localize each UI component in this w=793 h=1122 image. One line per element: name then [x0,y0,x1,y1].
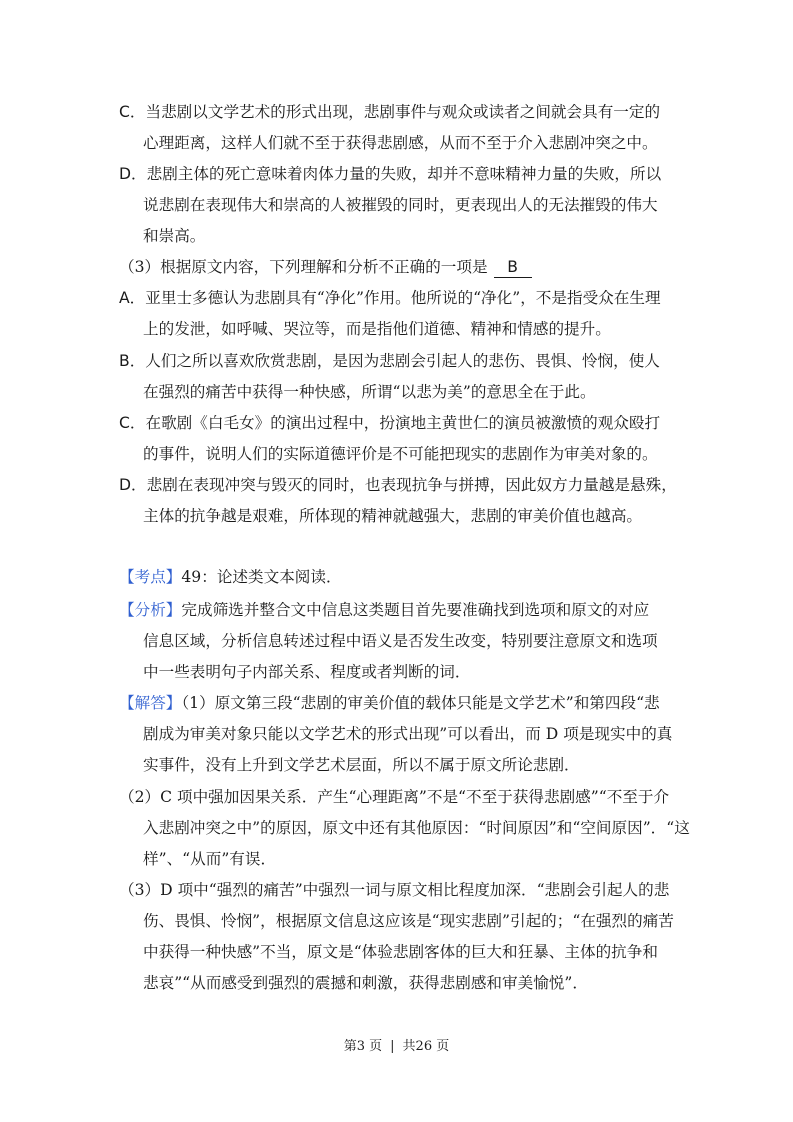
page-total: 共26 页 [402,1039,450,1054]
q3-option-c-line-1: C．在歌剧《白毛女》的演出过程中，扮演地主黄世仁的演员被激愤的观众殴打 [119,414,661,432]
jieda-p2-line-2: 入悲剧冲突之中”的原因，原文中还有其他原因：“时间原因”和“空间原因”．“这 [143,819,690,837]
jieda-tag: 【解答】 [119,694,182,712]
q3-option-b-line-2: 在强烈的痛苦中获得一种快感，所谓“以悲为美”的意思全在于此。 [143,383,596,401]
kaodian-text: 49：论述类文本阅读． [181,568,342,586]
q3-option-d-label: D． [119,476,147,494]
fenxi-line-2: 信息区域，分析信息转述过程中语义是否发生改变，特别要注意原文和选项 [143,632,658,650]
q2-option-d-line-1: D．悲剧主体的死亡意味着肉体力量的失败，却并不意味精神力量的失败，所以 [119,165,662,183]
q2-option-c-label: C． [119,103,146,121]
q3-answer: B [494,258,532,278]
q3-option-b-line-1: B．人们之所以喜欢欣赏悲剧，是因为悲剧会引起人的悲伤、畏惧、怜悯，使人 [119,352,660,370]
q3-option-a-label: A． [119,289,146,307]
jieda-p2-line-3: 样”、“从而”有误． [143,850,277,868]
kaodian-tag: 【考点】 [119,568,182,586]
jieda-p1-line-1: 【解答】（1）原文第三段“悲剧的审美价值的载体只能是文学艺术”和第四段“悲 [119,694,660,712]
q3-option-d-line-2: 主体的抗争越是艰难，所体现的精神就越强大，悲剧的审美价值也越高。 [143,507,643,525]
page-footer [0,1038,793,1056]
q2-option-d-label: D． [119,165,147,183]
q3-option-b-label: B． [119,352,146,370]
q3-option-c-line-2: 的事件，说明人们的实际道德评价是不可能把现实的悲剧作为审美对象的。 [143,445,658,463]
q2-option-d-line-3: 和崇高。 [143,227,206,245]
q2-option-c-line-1: C．当悲剧以文学艺术的形式出现，悲剧事件与观众或读者之间就会具有一定的 [119,103,661,121]
jieda-p3-line-1: （3）D 项中“强烈的痛苦”中强烈一词与原文相比程度加深．“悲剧会引起人的悲 [119,881,670,899]
jieda-p2-line-1: （2）C 项中强加因果关系．产生“心理距离”不是“不至于获得悲剧感”“不至于介 [119,788,670,806]
footer-separator: | [390,1039,395,1054]
q2-option-d-line-2: 说悲剧在表现伟大和崇高的人被摧毁的同时，更表现出人的无法摧毁的伟大 [143,196,658,214]
q3-option-a-line-1: A．亚里士多德认为悲剧具有“净化”作用。他所说的“净化”，不是指受众在生理 [119,289,661,307]
q3-option-d-line-1: D．悲剧在表现冲突与毁灭的同时，也表现抗争与拼搏，因此奴方力量越是悬殊， [119,476,677,494]
page-number: 第3 页 [343,1039,383,1054]
jieda-p3-line-3: 中获得一种快感”不当，原文是“体验悲剧客体的巨大和狂暴、主体的抗争和 [143,943,658,961]
fenxi-tag: 【分析】 [119,601,182,619]
q3-option-c-label: C． [119,414,146,432]
q3-option-a-line-2: 上的发泄，如呼喊、哭泣等，而是指他们道德、精神和情感的提升。 [143,320,611,338]
fenxi-line-1: 【分析】完成筛选并整合文中信息这类题目首先要准确找到选项和原文的对应 [119,601,650,619]
q2-option-c-line-2: 心理距离，这样人们就不至于获得悲剧感，从而不至于介入悲剧冲突之中。 [143,134,658,152]
jieda-p3-line-2: 伤、畏惧、怜悯”，根据原文信息这应该是“现实悲剧”引起的；“在强烈的痛苦 [143,912,674,930]
jieda-p1-line-3: 实事件，没有上升到文学艺术层面，所以不属于原文所论悲剧． [143,756,580,774]
q3-stem: （3）根据原文内容，下列理解和分析不正确的一项是 B [119,256,532,278]
fenxi-line-3: 中一些表明句子内部关系、程度或者判断的词． [143,663,471,681]
jieda-p1-line-2: 剧成为审美对象只能以文学艺术的形式出现”可以看出，而 D 项是现实中的真 [143,725,673,743]
kaodian-line [119,566,342,588]
jieda-p3-line-4: 悲哀”“从而感受到强烈的震撼和刺激，获得悲剧感和审美愉悦”． [143,974,588,992]
